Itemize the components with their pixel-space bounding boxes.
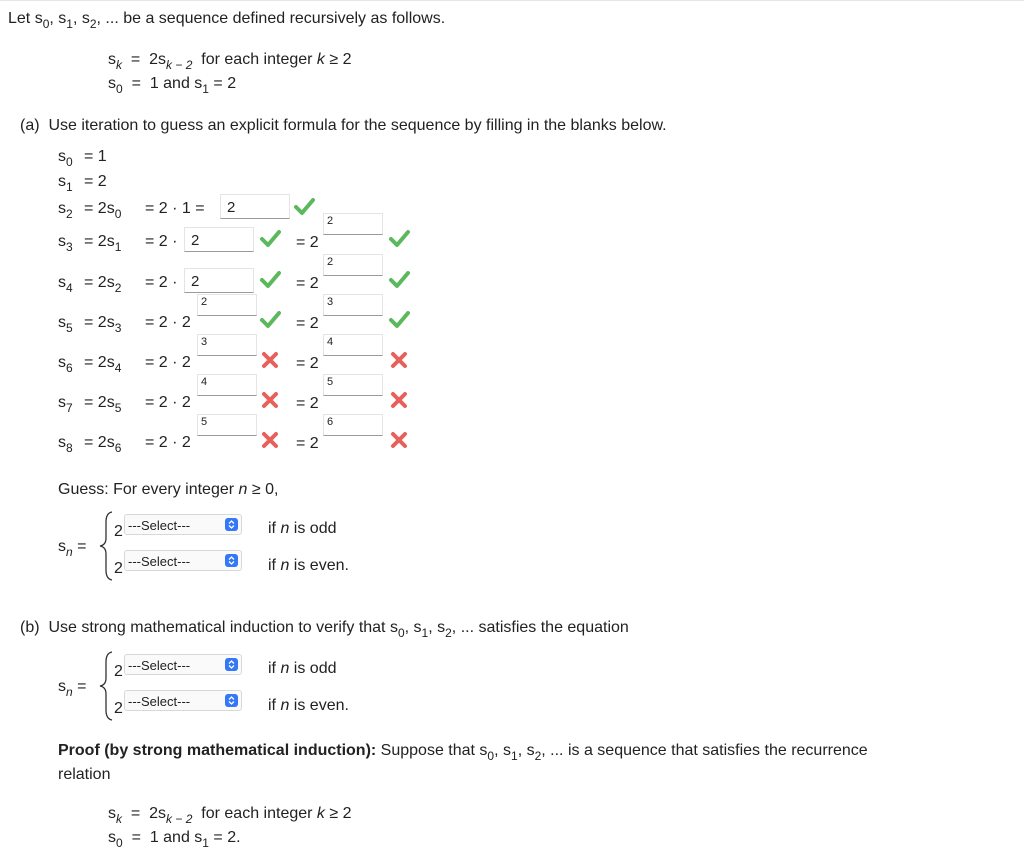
row-lhs: $s_8$: [58, 434, 73, 455]
formula-b-case2-select[interactable]: ---Select---: [124, 690, 242, 711]
formula-b-case1-select[interactable]: ---Select---: [124, 654, 242, 675]
cross-icon: [259, 390, 281, 410]
formula-a-case1-base: 2: [114, 523, 123, 540]
row-lhs: $s_1$: [58, 173, 73, 194]
row-recursive-step: = $2s_3$: [84, 314, 122, 335]
row-power-eq: = 2: [296, 435, 319, 452]
select-arrows-icon: [225, 554, 238, 567]
part-b-prompt: (b) Use strong mathematical induction to verify that $s_0$, $s_1$, $s_2$, ... satisfies the equation: [20, 619, 629, 640]
guess-text: Guess: For every integer n ≥ 0,: [58, 481, 279, 498]
formula-b-lhs: $s_n$ =: [58, 678, 87, 699]
row-lhs: $s_7$: [58, 394, 73, 415]
answer-box-2[interactable]: 6: [323, 414, 383, 436]
row-multiply: = 2 · 2: [145, 314, 191, 331]
answer-box-1[interactable]: 2: [197, 294, 257, 316]
part-a-prompt: (a) Use iteration to guess an explicit formula for the sequence by filling in the blanks below.: [20, 117, 667, 134]
cross-icon: [388, 390, 410, 410]
formula-a-case2-base: 2: [114, 560, 123, 577]
select-arrows-icon: [225, 694, 238, 707]
row-recursive-step: = $2s_4$: [84, 354, 122, 375]
answer-box-1[interactable]: 3: [197, 334, 257, 356]
answer-box-1[interactable]: 2: [220, 194, 290, 219]
proof-intro: Proof (by strong mathematical induction): Suppose that $s_0$, $s_1$, $s_2$, ... is a sequence that satisfies the recurrence: [58, 742, 868, 763]
recurrence-line-1: $s_k = 2s_{k - 2}$ for each integer k ≥ 2: [108, 51, 352, 72]
formula-a-brace: [98, 510, 114, 582]
answer-box-1[interactable]: 2: [184, 227, 254, 252]
check-icon: [259, 270, 281, 290]
row-lhs: $s_6$: [58, 354, 73, 375]
formula-b-case2-base: 2: [114, 700, 123, 717]
proof-recurrence-line-2: $s_0 = 1$ and $s_1 = 2$.: [108, 829, 241, 850]
row-multiply: = 2 ·: [145, 274, 178, 291]
cross-icon: [388, 430, 410, 450]
formula-a-case1-select[interactable]: ---Select---: [124, 514, 242, 535]
row-multiply: = 2 · 2: [145, 394, 191, 411]
row-power-eq: = 2: [296, 355, 319, 372]
check-icon: [388, 270, 410, 290]
row-power-eq: = 2: [296, 234, 319, 251]
answer-box-2[interactable]: 2: [323, 254, 383, 276]
row-lhs: $s_0$: [58, 148, 73, 169]
recurrence-line-2: $s_0 = 1$ and $s_1 = 2$: [108, 75, 237, 96]
formula-a-case2-condition: if n is even.: [268, 557, 349, 574]
answer-box-1[interactable]: 4: [197, 374, 257, 396]
row-lhs: $s_3$: [58, 233, 73, 254]
formula-a-lhs: $s_n$ =: [58, 538, 87, 559]
cross-icon: [388, 350, 410, 370]
row-recursive-step: = $2s_6$: [84, 434, 122, 455]
row-recursive-step: = $2s_1$: [84, 233, 122, 254]
answer-box-2[interactable]: 2: [323, 213, 383, 235]
proof-intro-line-2: relation: [58, 766, 111, 783]
row-multiply: = 2 · 2: [145, 354, 191, 371]
row-recursive-step: = $2s_0$: [84, 200, 122, 221]
formula-b-case1-condition: if n is odd: [268, 660, 337, 677]
answer-box-1[interactable]: 2: [184, 268, 254, 293]
formula-b-case1-base: 2: [114, 663, 123, 680]
answer-box-2[interactable]: 4: [323, 334, 383, 356]
intro-text: Let $s_0$, $s_1$, $s_2$, ... be a sequence defined recursively as follows.: [8, 10, 446, 31]
answer-box-1[interactable]: 5: [197, 414, 257, 436]
row-power-eq: = 2: [296, 275, 319, 292]
row-multiply: = 2 ·: [145, 233, 178, 250]
check-icon: [388, 229, 410, 249]
row-recursive-step: = $2s_5$: [84, 394, 122, 415]
row-multiply: = 2 · 2: [145, 434, 191, 451]
check-icon: [259, 229, 281, 249]
row-lhs: $s_5$: [58, 314, 73, 335]
row-value: = 1: [84, 148, 107, 165]
row-lhs: $s_2$: [58, 200, 73, 221]
answer-box-2[interactable]: 5: [323, 374, 383, 396]
check-icon: [293, 197, 315, 217]
select-arrows-icon: [225, 658, 238, 671]
proof-recurrence-line-1: $s_k = 2s_{k - 2}$ for each integer k ≥ 2: [108, 805, 352, 826]
check-icon: [259, 310, 281, 330]
row-power-eq: = 2: [296, 395, 319, 412]
formula-b-case2-condition: if n is even.: [268, 697, 349, 714]
row-power-eq: = 2: [296, 315, 319, 332]
top-divider: [0, 0, 1024, 1]
formula-a-case1-condition: if n is odd: [268, 520, 337, 537]
cross-icon: [259, 430, 281, 450]
cross-icon: [259, 350, 281, 370]
select-arrows-icon: [225, 518, 238, 531]
check-icon: [388, 310, 410, 330]
row-value: = 2: [84, 173, 107, 190]
answer-box-2[interactable]: 3: [323, 294, 383, 316]
row-lhs: $s_4$: [58, 274, 73, 295]
row-recursive-step: = $2s_2$: [84, 274, 122, 295]
formula-a-case2-select[interactable]: ---Select---: [124, 550, 242, 571]
row-multiply: = 2 · 1 =: [145, 200, 205, 217]
formula-b-brace: [98, 650, 114, 722]
